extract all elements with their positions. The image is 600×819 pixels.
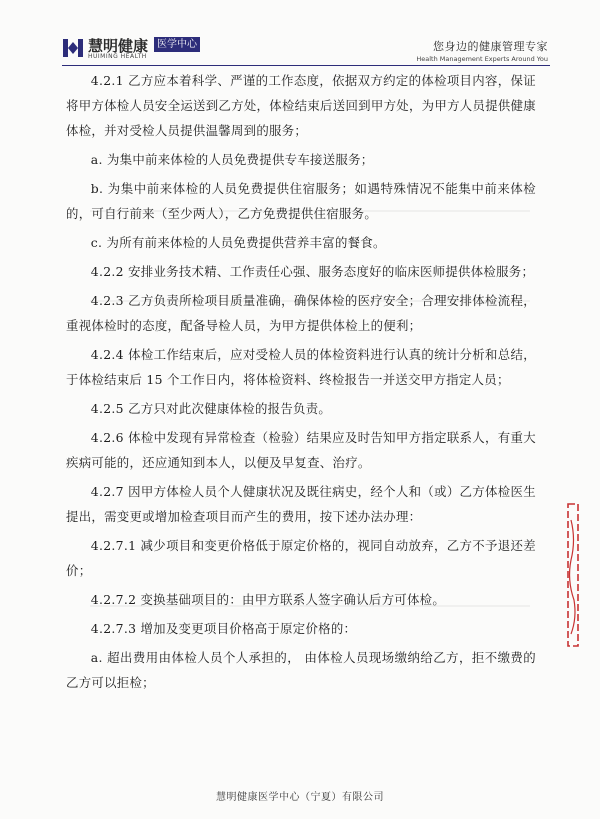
slogan-chinese: 您身边的健康管理专家 <box>433 40 548 53</box>
clause-item-a: a. 为集中前来体检的人员免费提供专车接送服务； <box>90 152 374 167</box>
clause-4-2-7-2: 4.2.7.2 变换基础项目的：由甲方联系人签字确认后方可体检。 <box>90 592 446 607</box>
logo-chinese-text: 慧明健康 <box>88 37 149 55</box>
page-footer: 慧明健康医学中心（宁夏）有限公司 <box>216 792 384 803</box>
logo-english-text: HUIMING HEALTH <box>88 53 147 60</box>
logo-mark-icon <box>62 36 84 60</box>
clause-4-2-3: 4.2.3 乙方负责所检项目质量准确，确保体检的医疗安全；合理安排体检流程，重视体检时的态度，配备导检人员，为甲方提供体检上的便利； <box>66 293 536 333</box>
header-divider <box>62 65 550 66</box>
clause-4-2-7-1: 4.2.7.1 减少项目和变更价格低于原定价格的，视同自动放弃，乙方不予退还差价； <box>66 538 536 578</box>
clause-4-2-4: 4.2.4 体检工作结束后，应对受检人员的体检资料进行认真的统计分析和总结，于体检结束后 15 个工作日内，将体检资料、终检报告一并送交甲方指定人员； <box>66 347 536 387</box>
margin-seal-stamp-icon <box>562 500 584 650</box>
clause-4-2-2: 4.2.2 安排业务技术精、工作责任心强、服务态度好的临床医师提供体检服务； <box>90 264 535 279</box>
header-slogan <box>416 38 548 63</box>
clause-4-2-1: 4.2.1 乙方应本着科学、严谨的工作态度，依据双方约定的体检项目内容，保证将甲方体检人员安全运送到乙方处，体检结束后送回到甲方处，为甲方人员提供健康体检，并对受检人员提供温馨周到的服务； <box>66 73 536 138</box>
clause-item-c: c. 为所有前来体检的人员免费提供营养丰富的餐食。 <box>90 235 386 250</box>
page-header <box>0 0 600 66</box>
document-body <box>66 68 536 699</box>
clause-4-2-5: 4.2.5 乙方只对此次健康体检的报告负责。 <box>90 401 332 416</box>
clause-item-b: b. 为集中前来体检的人员免费提供住宿服务；如遇特殊情况不能集中前来体检的，可自行前来（至少两人），乙方免费提供住宿服务。 <box>66 181 536 221</box>
clause-4-2-7: 4.2.7 因甲方体检人员个人健康状况及既往病史，经个人和（或）乙方体检医生提出，需变更或增加检查项目而产生的费用，按下述办法办理： <box>66 484 536 524</box>
clause-4-2-6: 4.2.6 体检中发现有异常检查（检验）结果应及时告知甲方指定联系人，有重大疾病可能的，还应通知到本人，以便及早复查、治疗。 <box>66 430 536 470</box>
logo-tag: 医学中心 <box>154 37 200 52</box>
clause-4-2-7-3: 4.2.7.3 增加及变更项目价格高于原定价格的： <box>90 621 357 636</box>
slogan-english: Health Management Experts Around You <box>416 55 548 63</box>
clause-4-2-7-3-a: a. 超出费用由体检人员个人承担的， 由体检人员现场缴纳给乙方，拒不缴费的乙方可以拒检； <box>66 650 536 690</box>
company-logo <box>62 34 242 62</box>
